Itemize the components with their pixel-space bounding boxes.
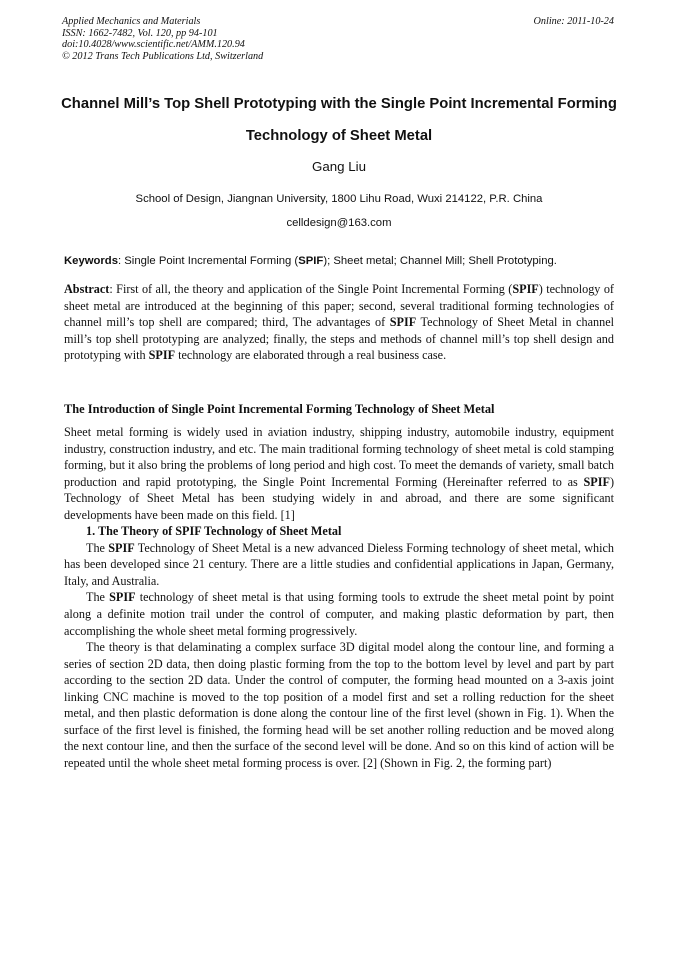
keywords-spif: SPIF <box>298 255 324 267</box>
online-date: Online: 2011-10-24 <box>533 16 614 27</box>
paragraph <box>64 424 614 523</box>
keywords-text: : Single Point Incremental Forming ( <box>118 255 299 267</box>
paper-title: Channel Mill’s Top Shell Prototyping with the Single Point Incremental Forming Technology of Sheet Metal <box>61 96 617 144</box>
author-email: celldesign@163.com <box>286 217 392 229</box>
section-body <box>64 424 614 771</box>
journal-name: Applied Mechanics and Materials <box>62 16 201 27</box>
doi-line: doi:10.4028/www.scientific.net/AMM.120.94 <box>62 39 245 51</box>
abstract-spif: SPIF <box>389 315 417 330</box>
abstract-spif: SPIF <box>512 282 539 296</box>
author-name: Gang Liu <box>312 159 366 174</box>
copyright-line: © 2012 Trans Tech Publications Ltd, Switzerland <box>62 50 264 62</box>
spif-term: SPIF <box>109 590 136 605</box>
abstract <box>64 281 614 364</box>
spif-term: SPIF <box>583 474 610 489</box>
abstract-text: Technology of Sheet Metal in channel mill’s top shell prototyping are analyzed; finally, the steps and methods of channel mill’s top shell design and prototyping with <box>64 315 614 363</box>
journal-header <box>62 16 263 62</box>
abstract-text: ) technology of sheet metal are introduced at the beginning of this paper; second, several traditional forming technologies of channel mill’s top shell are compared; third, The advantages of <box>64 282 614 330</box>
section-heading: The Introduction of Single Point Incremental Forming Technology of Sheet Metal <box>64 402 495 416</box>
paragraph-text: Sheet metal forming is widely used in aviation industry, shipping industry, automobile industry, equipment industry, construction industry, and etc. The main traditional forming technology of sheet metal is cold stamping forming, but it also bring the problems of long period and high cost. To meet the demands of variety, small batch production and rapid prototyping, the Single Point Incremental Forming (Hereinafter referred to as <box>64 425 614 489</box>
paragraph <box>64 589 614 639</box>
spif-term: SPIF <box>108 540 135 555</box>
keywords-text: ); Sheet metal; Channel Mill; Shell Prototyping. <box>323 255 557 267</box>
abstract-text: technology are elaborated through a real business case. <box>175 348 447 363</box>
keywords <box>64 254 616 268</box>
paragraph-text: The <box>86 540 109 555</box>
paragraph-text: The <box>86 590 110 605</box>
paragraph: The theory is that delaminating a complex surface 3D digital model along the contour line, and forming a series of section 2D data, then doing plastic forming from the top to the bottom level by level and part by part according to the section 2D data. Under the control of computer, the forming head mounted on a 3-axis joint linking CNC machine is moved to the top position of a model first and set a rolling reduction for the sheet metal, and then plastic deformation is done along the contour line of the first level (shown in Fig. 1). When the surface of the first level is finished, the forming head will be set another rolling reduction and be moved along the next contour line, and then the surface of the second level will be done. And so on this kind of action will be repeated until the whole sheet metal forming process is over. [2] (Shown in Fig. 2, the forming part) <box>64 640 614 770</box>
abstract-label: Abstract <box>64 282 110 296</box>
paragraph-text: Technology of Sheet Metal is a new advanced Dieless Forming technology of sheet metal, which has been developed since 21 century. There are a little studies and confidential applications in Japan, Germany, Italy, and Australia. <box>64 540 615 588</box>
abstract-spif: SPIF <box>148 348 176 363</box>
paragraph <box>64 540 614 590</box>
paragraph-text: technology of sheet metal is that using forming tools to extrude the sheet metal point by point along a definite motion trail under the control of computer, and making plastic deformation by part, then accomplishing the whole sheet metal forming progressively. <box>64 590 614 638</box>
issn-line: ISSN: 1662-7482, Vol. 120, pp 94-101 <box>62 27 218 39</box>
affiliation: School of Design, Jiangnan University, 1800 Lihu Road, Wuxi 214122, P.R. China <box>135 193 543 205</box>
keywords-label: Keywords <box>64 255 118 267</box>
abstract-text: : First of all, the theory and application of the Single Point Incremental Forming ( <box>109 282 513 296</box>
subsection-heading: 1. The Theory of SPIF Technology of Sheet Metal <box>86 524 342 539</box>
paragraph-text: ) Technology of Sheet Metal has been studying widely in and abroad, and there are some significant developments have been made on this field. [1] <box>64 474 614 522</box>
